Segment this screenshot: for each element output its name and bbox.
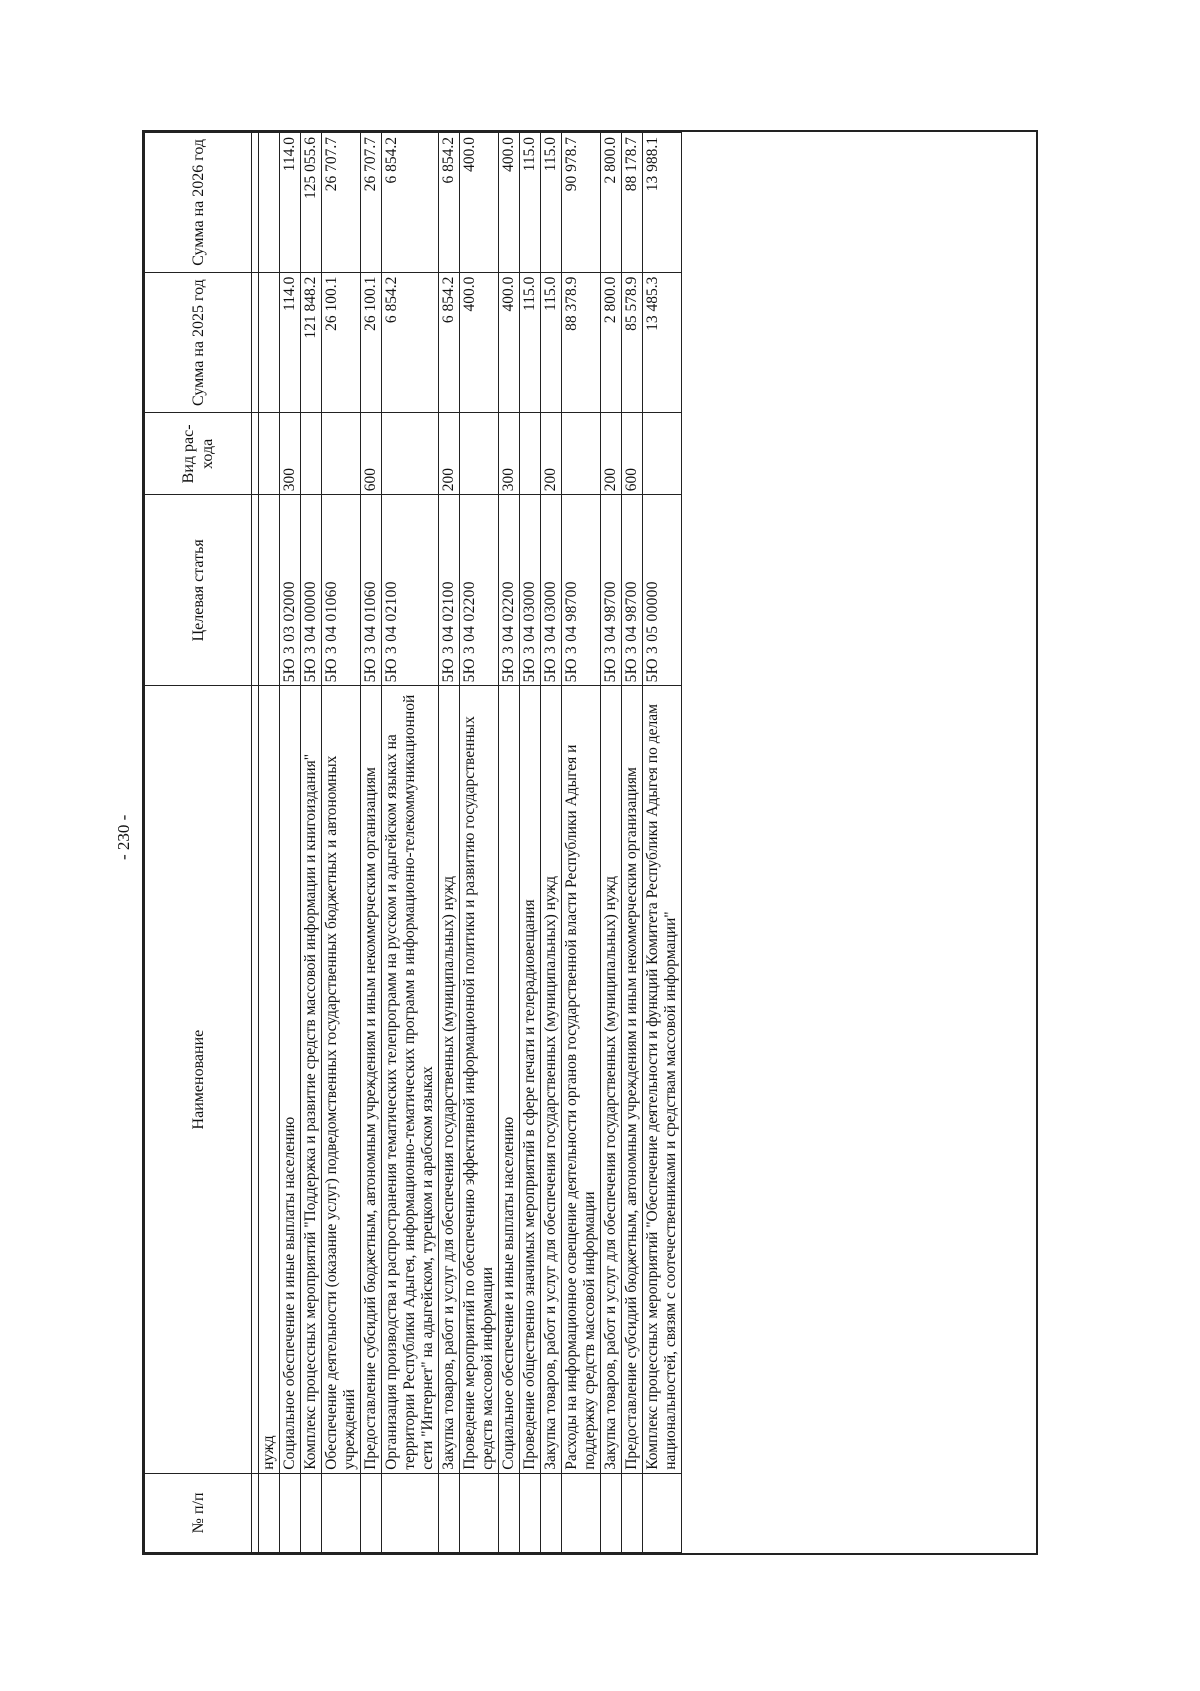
row-name: Организация производства и распространения тематических телепрограмм на русском и адыгейском языках на территории Республики Адыгея, информационно-тематических программ в информационно-телекоммуникационной сети "Интернет" на адыгейском, турецком и арабском языках — [382, 686, 439, 1473]
table-row — [622, 133, 643, 1553]
row-target: 5Ю 3 05 00000 — [643, 495, 682, 686]
row-name: Социальное обеспечение и иные выплаты населению — [280, 686, 301, 1473]
row-target: 5Ю 3 04 01060 — [361, 495, 382, 686]
header-spacer-row — [252, 133, 259, 1553]
row-target: 5Ю 3 04 03000 — [541, 495, 562, 686]
row-sum-2026: 88 178.7 — [622, 133, 643, 273]
header-target: Целевая статья — [145, 495, 252, 686]
row-sum-2025: 2 800.0 — [601, 272, 622, 413]
row-sum-2025: 400.0 — [499, 272, 520, 413]
row-name: Расходы на информационное освещение деятельности органов государственной власти Республики Адыгея и поддержку средств массовой информации — [562, 686, 601, 1473]
table-row — [520, 133, 541, 1553]
row-target: 5Ю 3 04 98700 — [562, 495, 601, 686]
row-type: 200 — [601, 413, 622, 495]
row-sum-2025: 26 100.1 — [322, 272, 361, 413]
row-name: Закупка товаров, работ и услуг для обеспечения государственных (муниципальных) нужд — [601, 686, 622, 1473]
row-name: Предоставление субсидий бюджетным, автономным учреждениям и иным некоммерческим организациям — [622, 686, 643, 1473]
row-sum-2026: 115.0 — [520, 133, 541, 273]
table-header-row — [145, 133, 252, 1553]
table-row — [601, 133, 622, 1553]
header-sum-2026: Сумма на 2026 год — [145, 133, 252, 273]
row-sum-2025: 6 854.2 — [382, 272, 439, 413]
row-target: 5Ю 3 04 02100 — [382, 495, 439, 686]
budget-table — [144, 132, 682, 1553]
row-name: Обеспечение деятельности (оказание услуг) подведомственных государственных бюджетных и автономных учреждений — [322, 686, 361, 1473]
table-row — [541, 133, 562, 1553]
table-row — [439, 133, 460, 1553]
row-name: Закупка товаров, работ и услуг для обеспечения государственных (муниципальных) нужд — [439, 686, 460, 1473]
table-row — [280, 133, 301, 1553]
table-body — [252, 133, 682, 1553]
row-target: 5Ю 3 04 98700 — [622, 495, 643, 686]
row-sum-2026: 13 988.1 — [643, 133, 682, 273]
row-type — [460, 413, 499, 495]
row-sum-2025: 85 578.9 — [622, 272, 643, 413]
row-type — [382, 413, 439, 495]
row-name: Проведение мероприятий по обеспечению эффективной информационной политики и развитию государственных средств массовой информации — [460, 686, 499, 1473]
row-sum-2025: 26 100.1 — [361, 272, 382, 413]
row-sum-2025: 121 848.2 — [301, 272, 322, 413]
header-name: Наименование — [145, 686, 252, 1473]
row-sum-2025: 400.0 — [460, 272, 499, 413]
row-type: 300 — [499, 413, 520, 495]
row-sum-2026 — [259, 133, 280, 273]
row-target: 5Ю 3 04 00000 — [301, 495, 322, 686]
row-target: 5Ю 3 04 02100 — [439, 495, 460, 686]
table-row — [460, 133, 499, 1553]
table-row — [643, 133, 682, 1553]
row-type: 200 — [439, 413, 460, 495]
row-name: Комплекс процессных мероприятий "Обеспечение деятельности и функций Комитета Республики Адыгея по делам национальностей, связям с соотечественниками и средствам массовой информации" — [643, 686, 682, 1473]
row-sum-2025: 114.0 — [280, 272, 301, 413]
row-type — [259, 413, 280, 495]
table-row — [322, 133, 361, 1553]
row-target: 5Ю 3 04 98700 — [601, 495, 622, 686]
row-sum-2026: 26 707.7 — [322, 133, 361, 273]
row-type: 600 — [622, 413, 643, 495]
table-row — [259, 133, 280, 1553]
row-type — [562, 413, 601, 495]
row-type: 600 — [361, 413, 382, 495]
table-row — [499, 133, 520, 1553]
row-type — [322, 413, 361, 495]
row-target: 5Ю 3 04 02200 — [499, 495, 520, 686]
table-row — [562, 133, 601, 1553]
row-target: 5Ю 3 03 02000 — [280, 495, 301, 686]
row-name: Проведение общественно значимых мероприятий в сфере печати и телерадиовещания — [520, 686, 541, 1473]
row-target: 5Ю 3 04 01060 — [322, 495, 361, 686]
row-target: 5Ю 3 04 02200 — [460, 495, 499, 686]
row-type — [520, 413, 541, 495]
row-sum-2026: 400.0 — [499, 133, 520, 273]
table-row — [361, 133, 382, 1553]
row-name: Комплекс процессных мероприятий "Поддержка и развитие средств массовой информации и книгоиздания" — [301, 686, 322, 1473]
row-sum-2025: 115.0 — [541, 272, 562, 413]
row-sum-2025: 6 854.2 — [439, 272, 460, 413]
header-type: Вид рас- хода — [145, 413, 252, 495]
budget-table-frame — [142, 130, 1038, 1555]
row-sum-2025: 13 485.3 — [643, 272, 682, 413]
row-type: 300 — [280, 413, 301, 495]
row-name: Предоставление субсидий бюджетным, автономным учреждениям и иным некоммерческим организациям — [361, 686, 382, 1473]
row-name: нужд — [259, 686, 280, 1473]
row-type — [301, 413, 322, 495]
row-sum-2026: 2 800.0 — [601, 133, 622, 273]
rotated-table-container — [144, 132, 1036, 1553]
row-name: Социальное обеспечение и иные выплаты населению — [499, 686, 520, 1473]
row-sum-2026: 114.0 — [280, 133, 301, 273]
table-row — [301, 133, 322, 1553]
row-sum-2025: 88 378.9 — [562, 272, 601, 413]
row-sum-2025 — [259, 272, 280, 413]
row-sum-2026: 6 854.2 — [439, 133, 460, 273]
row-sum-2025: 115.0 — [520, 272, 541, 413]
row-sum-2026: 90 978.7 — [562, 133, 601, 273]
row-target — [259, 495, 280, 686]
row-target: 5Ю 3 04 03000 — [520, 495, 541, 686]
row-sum-2026: 26 707.7 — [361, 133, 382, 273]
row-sum-2026: 115.0 — [541, 133, 562, 273]
row-name: Закупка товаров, работ и услуг для обеспечения государственных (муниципальных) нужд — [541, 686, 562, 1473]
row-type: 200 — [541, 413, 562, 495]
table-row — [382, 133, 439, 1553]
header-sum-2025: Сумма на 2025 год — [145, 272, 252, 413]
header-num: № п/п — [145, 1473, 252, 1552]
row-sum-2026: 125 055.6 — [301, 133, 322, 273]
row-sum-2026: 400.0 — [460, 133, 499, 273]
row-type — [643, 413, 682, 495]
page-number: - 230 - — [114, 814, 133, 860]
row-sum-2026: 6 854.2 — [382, 133, 439, 273]
